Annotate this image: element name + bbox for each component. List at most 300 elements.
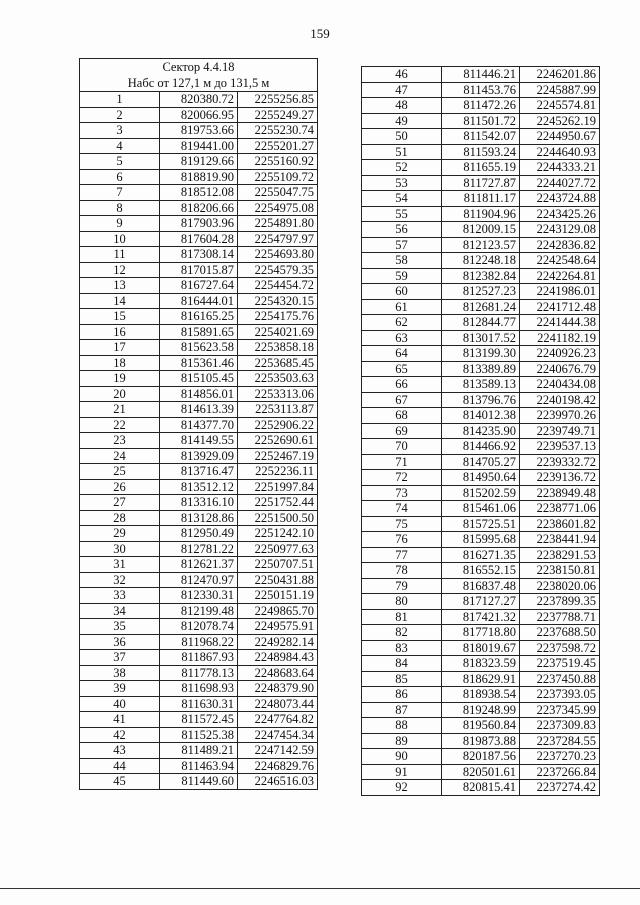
y-coordinate: 2250707.51 <box>238 557 318 573</box>
table-row <box>362 625 600 641</box>
point-number: 58 <box>362 253 442 269</box>
point-number: 48 <box>362 98 442 114</box>
x-coordinate: 814950.64 <box>442 470 520 486</box>
x-coordinate: 814856.01 <box>160 386 238 402</box>
x-coordinate: 816271.35 <box>442 547 520 563</box>
y-coordinate: 2255201.27 <box>238 138 318 154</box>
table-row <box>362 718 600 734</box>
table-row <box>80 774 318 790</box>
y-coordinate: 2247454.34 <box>238 727 318 743</box>
table-row <box>362 160 600 176</box>
y-coordinate: 2238150.81 <box>520 563 600 579</box>
table-row <box>362 687 600 703</box>
table-row <box>80 262 318 278</box>
table-row <box>80 92 318 108</box>
point-number: 69 <box>362 423 442 439</box>
point-number: 92 <box>362 780 442 796</box>
table-row <box>80 324 318 340</box>
x-coordinate: 818206.66 <box>160 200 238 216</box>
x-coordinate: 811727.87 <box>442 175 520 191</box>
x-coordinate: 814012.38 <box>442 408 520 424</box>
point-number: 25 <box>80 464 160 480</box>
point-number: 3 <box>80 123 160 139</box>
point-number: 13 <box>80 278 160 294</box>
table-row <box>80 665 318 681</box>
x-coordinate: 816165.25 <box>160 309 238 325</box>
table-row <box>80 495 318 511</box>
x-coordinate: 812470.97 <box>160 572 238 588</box>
y-coordinate: 2243425.26 <box>520 206 600 222</box>
x-coordinate: 820501.61 <box>442 764 520 780</box>
x-coordinate: 815105.45 <box>160 371 238 387</box>
point-number: 2 <box>80 107 160 123</box>
table-row <box>80 200 318 216</box>
table-row <box>362 578 600 594</box>
table-row <box>80 123 318 139</box>
y-coordinate: 2241444.38 <box>520 315 600 331</box>
point-number: 82 <box>362 625 442 641</box>
x-coordinate: 815361.46 <box>160 355 238 371</box>
table-row <box>80 727 318 743</box>
x-coordinate: 817604.28 <box>160 231 238 247</box>
point-number: 75 <box>362 516 442 532</box>
table-row <box>80 572 318 588</box>
y-coordinate: 2237270.23 <box>520 749 600 765</box>
x-coordinate: 816552.15 <box>442 563 520 579</box>
x-coordinate: 818819.90 <box>160 169 238 185</box>
y-coordinate: 2244333.21 <box>520 160 600 176</box>
y-coordinate: 2254175.76 <box>238 309 318 325</box>
y-coordinate: 2237688.50 <box>520 625 600 641</box>
coordinates-table-right <box>361 66 600 796</box>
x-coordinate: 811698.93 <box>160 681 238 697</box>
point-number: 54 <box>362 191 442 207</box>
x-coordinate: 820066.95 <box>160 107 238 123</box>
x-coordinate: 817127.27 <box>442 594 520 610</box>
y-coordinate: 2249865.70 <box>238 603 318 619</box>
x-coordinate: 818629.91 <box>442 671 520 687</box>
point-number: 32 <box>80 572 160 588</box>
point-number: 59 <box>362 268 442 284</box>
point-number: 9 <box>80 216 160 232</box>
table-row <box>362 144 600 160</box>
y-coordinate: 2253503.63 <box>238 371 318 387</box>
table-row <box>80 526 318 542</box>
point-number: 31 <box>80 557 160 573</box>
x-coordinate: 812844.77 <box>442 315 520 331</box>
point-number: 47 <box>362 82 442 98</box>
table-row <box>362 501 600 517</box>
point-number: 46 <box>362 67 442 83</box>
table-row <box>362 702 600 718</box>
x-coordinate: 815461.06 <box>442 501 520 517</box>
x-coordinate: 817718.80 <box>442 625 520 641</box>
y-coordinate: 2246829.76 <box>238 758 318 774</box>
x-coordinate: 812330.31 <box>160 588 238 604</box>
x-coordinate: 814466.92 <box>442 439 520 455</box>
point-number: 51 <box>362 144 442 160</box>
point-number: 26 <box>80 479 160 495</box>
table-row <box>362 206 600 222</box>
x-coordinate: 811525.38 <box>160 727 238 743</box>
table-row <box>362 408 600 424</box>
x-coordinate: 814377.70 <box>160 417 238 433</box>
table-row <box>80 231 318 247</box>
point-number: 7 <box>80 185 160 201</box>
table-row <box>80 309 318 325</box>
x-coordinate: 815623.58 <box>160 340 238 356</box>
table-row <box>362 222 600 238</box>
y-coordinate: 2250431.88 <box>238 572 318 588</box>
y-coordinate: 2238291.53 <box>520 547 600 563</box>
point-number: 39 <box>80 681 160 697</box>
point-number: 35 <box>80 619 160 635</box>
table-row <box>80 758 318 774</box>
table-row <box>362 346 600 362</box>
y-coordinate: 2242548.64 <box>520 253 600 269</box>
x-coordinate: 812009.15 <box>442 222 520 238</box>
y-coordinate: 2242836.82 <box>520 237 600 253</box>
y-coordinate: 2237274.42 <box>520 780 600 796</box>
table-row <box>362 609 600 625</box>
table-row <box>362 423 600 439</box>
table-row <box>362 780 600 796</box>
table-row <box>80 185 318 201</box>
table-row <box>362 733 600 749</box>
x-coordinate: 815995.68 <box>442 532 520 548</box>
y-coordinate: 2253858.18 <box>238 340 318 356</box>
point-number: 20 <box>80 386 160 402</box>
point-number: 23 <box>80 433 160 449</box>
coordinates-table-left <box>79 58 318 790</box>
x-coordinate: 819873.88 <box>442 733 520 749</box>
point-number: 18 <box>80 355 160 371</box>
point-number: 74 <box>362 501 442 517</box>
table-row <box>362 299 600 315</box>
y-coordinate: 2254579.35 <box>238 262 318 278</box>
y-coordinate: 2254797.97 <box>238 231 318 247</box>
y-coordinate: 2255256.85 <box>238 92 318 108</box>
y-coordinate: 2237788.71 <box>520 609 600 625</box>
x-coordinate: 811867.93 <box>160 650 238 666</box>
point-number: 67 <box>362 392 442 408</box>
point-number: 83 <box>362 640 442 656</box>
y-coordinate: 2255230.74 <box>238 123 318 139</box>
x-coordinate: 814149.55 <box>160 433 238 449</box>
table-row <box>80 138 318 154</box>
y-coordinate: 2238020.06 <box>520 578 600 594</box>
point-number: 33 <box>80 588 160 604</box>
point-number: 90 <box>362 749 442 765</box>
table-row <box>80 681 318 697</box>
point-number: 34 <box>80 603 160 619</box>
x-coordinate: 813017.52 <box>442 330 520 346</box>
y-coordinate: 2239749.71 <box>520 423 600 439</box>
x-coordinate: 812681.24 <box>442 299 520 315</box>
y-coordinate: 2238601.82 <box>520 516 600 532</box>
y-coordinate: 2253113.87 <box>238 402 318 418</box>
y-coordinate: 2246201.86 <box>520 67 600 83</box>
point-number: 40 <box>80 696 160 712</box>
point-number: 61 <box>362 299 442 315</box>
y-coordinate: 2237450.88 <box>520 671 600 687</box>
x-coordinate: 811463.94 <box>160 758 238 774</box>
table-row <box>362 470 600 486</box>
y-coordinate: 2238441.94 <box>520 532 600 548</box>
point-number: 53 <box>362 175 442 191</box>
table-row <box>80 510 318 526</box>
table-row <box>362 516 600 532</box>
y-coordinate: 2254975.08 <box>238 200 318 216</box>
point-number: 66 <box>362 377 442 393</box>
x-coordinate: 811904.96 <box>442 206 520 222</box>
point-number: 77 <box>362 547 442 563</box>
table-row <box>80 371 318 387</box>
y-coordinate: 2254021.69 <box>238 324 318 340</box>
y-coordinate: 2242264.81 <box>520 268 600 284</box>
table-row <box>80 464 318 480</box>
point-number: 88 <box>362 718 442 734</box>
y-coordinate: 2251997.84 <box>238 479 318 495</box>
point-number: 28 <box>80 510 160 526</box>
y-coordinate: 2254454.72 <box>238 278 318 294</box>
x-coordinate: 818938.54 <box>442 687 520 703</box>
y-coordinate: 2238949.48 <box>520 485 600 501</box>
page-number: 159 <box>310 26 330 41</box>
y-coordinate: 2243724.88 <box>520 191 600 207</box>
y-coordinate: 2244027.72 <box>520 175 600 191</box>
x-coordinate: 811542.07 <box>442 129 520 145</box>
y-coordinate: 2239136.72 <box>520 470 600 486</box>
y-coordinate: 2237899.35 <box>520 594 600 610</box>
table-row <box>362 749 600 765</box>
x-coordinate: 817903.96 <box>160 216 238 232</box>
point-number: 11 <box>80 247 160 263</box>
y-coordinate: 2252236.11 <box>238 464 318 480</box>
x-coordinate: 812621.37 <box>160 557 238 573</box>
y-coordinate: 2244640.93 <box>520 144 600 160</box>
y-coordinate: 2245574.81 <box>520 98 600 114</box>
table-row <box>362 361 600 377</box>
y-coordinate: 2240676.79 <box>520 361 600 377</box>
x-coordinate: 816837.48 <box>442 578 520 594</box>
x-coordinate: 812123.57 <box>442 237 520 253</box>
y-coordinate: 2241986.01 <box>520 284 600 300</box>
table-row <box>80 278 318 294</box>
table-row <box>362 67 600 83</box>
x-coordinate: 811489.21 <box>160 743 238 759</box>
y-coordinate: 2255249.27 <box>238 107 318 123</box>
x-coordinate: 811449.60 <box>160 774 238 790</box>
table-header <box>80 59 318 92</box>
y-coordinate: 2247764.82 <box>238 712 318 728</box>
table-row <box>362 253 600 269</box>
table-row <box>80 340 318 356</box>
y-coordinate: 2254320.15 <box>238 293 318 309</box>
y-coordinate: 2239537.13 <box>520 439 600 455</box>
point-number: 17 <box>80 340 160 356</box>
x-coordinate: 819560.84 <box>442 718 520 734</box>
x-coordinate: 819248.99 <box>442 702 520 718</box>
point-number: 29 <box>80 526 160 542</box>
point-number: 36 <box>80 634 160 650</box>
point-number: 1 <box>80 92 160 108</box>
point-number: 60 <box>362 284 442 300</box>
table-row <box>362 640 600 656</box>
point-number: 19 <box>80 371 160 387</box>
point-number: 50 <box>362 129 442 145</box>
x-coordinate: 813128.86 <box>160 510 238 526</box>
table-row <box>80 107 318 123</box>
point-number: 15 <box>80 309 160 325</box>
point-number: 24 <box>80 448 160 464</box>
y-coordinate: 2246516.03 <box>238 774 318 790</box>
x-coordinate: 816727.64 <box>160 278 238 294</box>
point-number: 91 <box>362 764 442 780</box>
x-coordinate: 811572.45 <box>160 712 238 728</box>
point-number: 70 <box>362 439 442 455</box>
y-coordinate: 2253685.45 <box>238 355 318 371</box>
x-coordinate: 813929.09 <box>160 448 238 464</box>
y-coordinate: 2244950.67 <box>520 129 600 145</box>
point-number: 76 <box>362 532 442 548</box>
y-coordinate: 2254693.80 <box>238 247 318 263</box>
y-coordinate: 2251242.10 <box>238 526 318 542</box>
x-coordinate: 811446.21 <box>442 67 520 83</box>
table-row <box>80 588 318 604</box>
point-number: 87 <box>362 702 442 718</box>
point-number: 80 <box>362 594 442 610</box>
sector-subtitle: Набс от 127,1 м до 131,5 м <box>127 76 270 90</box>
x-coordinate: 818323.59 <box>442 656 520 672</box>
point-number: 42 <box>80 727 160 743</box>
x-coordinate: 811501.72 <box>442 113 520 129</box>
x-coordinate: 811778.13 <box>160 665 238 681</box>
table-row <box>362 284 600 300</box>
point-number: 14 <box>80 293 160 309</box>
table-row <box>80 479 318 495</box>
y-coordinate: 2251500.50 <box>238 510 318 526</box>
x-coordinate: 815202.59 <box>442 485 520 501</box>
table-row <box>80 743 318 759</box>
table-row <box>362 330 600 346</box>
y-coordinate: 2252906.22 <box>238 417 318 433</box>
table-row <box>80 355 318 371</box>
x-coordinate: 813589.13 <box>442 377 520 393</box>
x-coordinate: 815725.51 <box>442 516 520 532</box>
x-coordinate: 814705.27 <box>442 454 520 470</box>
table-row <box>80 634 318 650</box>
point-number: 71 <box>362 454 442 470</box>
point-number: 84 <box>362 656 442 672</box>
point-number: 65 <box>362 361 442 377</box>
y-coordinate: 2245887.99 <box>520 82 600 98</box>
table-row <box>80 603 318 619</box>
point-number: 21 <box>80 402 160 418</box>
point-number: 64 <box>362 346 442 362</box>
point-number: 45 <box>80 774 160 790</box>
table-row <box>362 113 600 129</box>
table-row <box>80 417 318 433</box>
y-coordinate: 2237345.99 <box>520 702 600 718</box>
point-number: 89 <box>362 733 442 749</box>
point-number: 62 <box>362 315 442 331</box>
x-coordinate: 813389.89 <box>442 361 520 377</box>
table-row <box>362 191 600 207</box>
y-coordinate: 2239970.26 <box>520 408 600 424</box>
table-row <box>362 671 600 687</box>
y-coordinate: 2248683.64 <box>238 665 318 681</box>
y-coordinate: 2237309.83 <box>520 718 600 734</box>
x-coordinate: 811593.24 <box>442 144 520 160</box>
y-coordinate: 2237598.72 <box>520 640 600 656</box>
y-coordinate: 2237266.84 <box>520 764 600 780</box>
x-coordinate: 820815.41 <box>442 780 520 796</box>
x-coordinate: 813796.76 <box>442 392 520 408</box>
table-row <box>80 619 318 635</box>
y-coordinate: 2248984.43 <box>238 650 318 666</box>
y-coordinate: 2255160.92 <box>238 154 318 170</box>
x-coordinate: 818512.08 <box>160 185 238 201</box>
point-number: 56 <box>362 222 442 238</box>
y-coordinate: 2240198.42 <box>520 392 600 408</box>
x-coordinate: 817015.87 <box>160 262 238 278</box>
x-coordinate: 819753.66 <box>160 123 238 139</box>
sector-title: Сектор 4.4.18 <box>162 60 235 74</box>
table-row <box>80 712 318 728</box>
point-number: 41 <box>80 712 160 728</box>
point-number: 72 <box>362 470 442 486</box>
point-number: 12 <box>80 262 160 278</box>
x-coordinate: 811655.19 <box>442 160 520 176</box>
x-coordinate: 813512.12 <box>160 479 238 495</box>
table-row <box>80 541 318 557</box>
y-coordinate: 2238771.06 <box>520 501 600 517</box>
x-coordinate: 820380.72 <box>160 92 238 108</box>
x-coordinate: 815891.65 <box>160 324 238 340</box>
x-coordinate: 817421.32 <box>442 609 520 625</box>
y-coordinate: 2255109.72 <box>238 169 318 185</box>
x-coordinate: 812382.84 <box>442 268 520 284</box>
point-number: 22 <box>80 417 160 433</box>
y-coordinate: 2252690.61 <box>238 433 318 449</box>
point-number: 38 <box>80 665 160 681</box>
table-row <box>362 268 600 284</box>
point-number: 81 <box>362 609 442 625</box>
x-coordinate: 814235.90 <box>442 423 520 439</box>
table-header-row <box>80 59 318 92</box>
x-coordinate: 814613.39 <box>160 402 238 418</box>
table-row <box>80 293 318 309</box>
y-coordinate: 2251752.44 <box>238 495 318 511</box>
y-coordinate: 2249282.14 <box>238 634 318 650</box>
x-coordinate: 811630.31 <box>160 696 238 712</box>
y-coordinate: 2253313.06 <box>238 386 318 402</box>
x-coordinate: 812781.22 <box>160 541 238 557</box>
x-coordinate: 813716.47 <box>160 464 238 480</box>
table-row <box>362 656 600 672</box>
y-coordinate: 2247142.59 <box>238 743 318 759</box>
point-number: 86 <box>362 687 442 703</box>
page-bottom-rule <box>0 888 640 889</box>
table-row <box>80 216 318 232</box>
table-row <box>80 169 318 185</box>
y-coordinate: 2241712.48 <box>520 299 600 315</box>
point-number: 78 <box>362 563 442 579</box>
point-number: 57 <box>362 237 442 253</box>
point-number: 73 <box>362 485 442 501</box>
point-number: 55 <box>362 206 442 222</box>
